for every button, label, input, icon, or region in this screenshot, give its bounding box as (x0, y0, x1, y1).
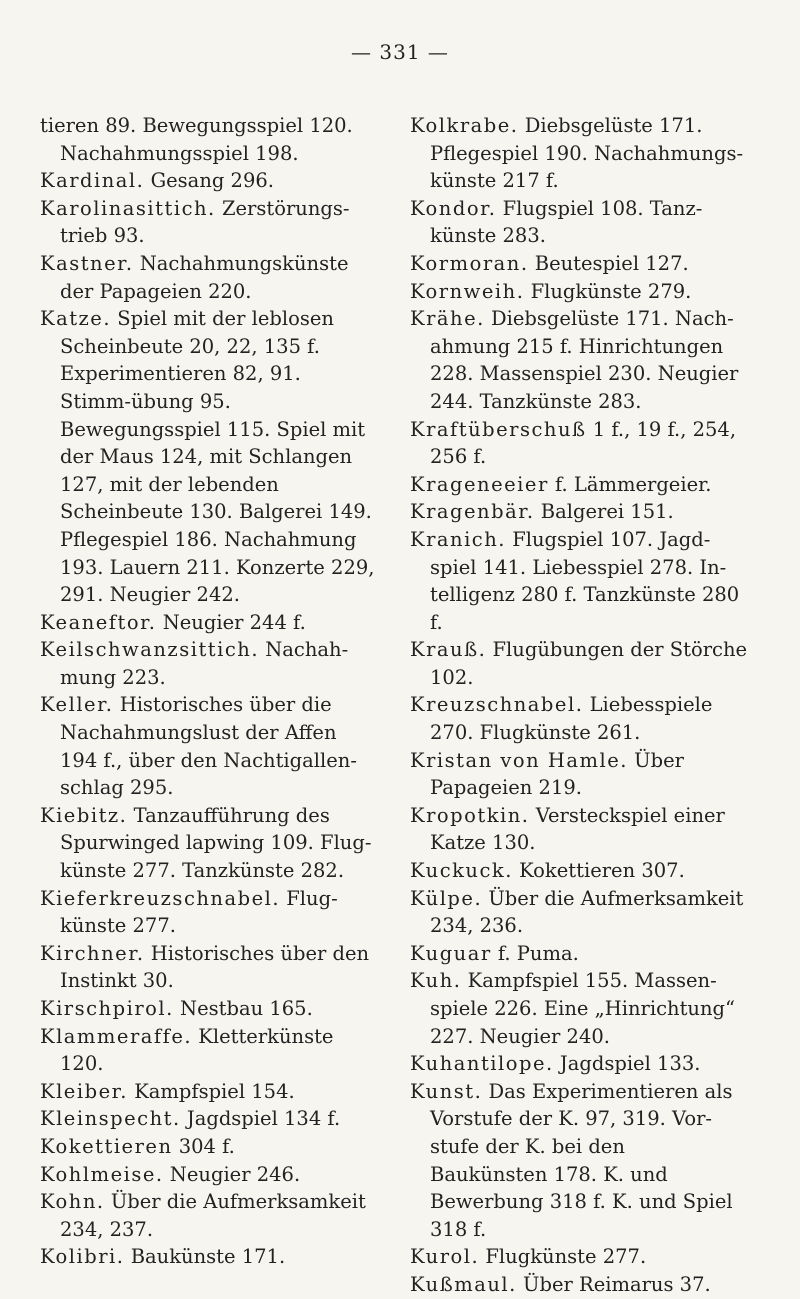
entry-headword: Kondor. (410, 196, 497, 220)
entry-references: 304 f. (178, 1134, 235, 1158)
entry-headword: Kornweih. (410, 279, 525, 303)
entry-headword: Klammeraffe. (40, 1024, 193, 1048)
entry-references: Balgerei 151. (540, 500, 674, 524)
entry-references: Kampfspiel 155. Massen-spiele 226. Eine „Hinrichtung“ 227. Neugier 240. (430, 969, 735, 1048)
index-entry (40, 1188, 378, 1243)
entry-headword: Kraftüberschuß (410, 417, 587, 441)
entry-headword: Kolibri. (40, 1245, 125, 1269)
entry-headword: Kohn. (40, 1190, 105, 1214)
entry-headword: Kunst. (410, 1079, 483, 1103)
entry-references: Beutespiel 127. (534, 251, 689, 275)
entry-references: Gesang 296. (150, 169, 274, 193)
index-entry (410, 471, 748, 499)
index-entry (410, 802, 748, 857)
entry-references: Flugspiel 107. Jagd-spiel 141. Liebesspiel 278. In-telligenz 280 f. Tanzkünste 280 f. (430, 527, 740, 634)
index-entry (410, 691, 748, 746)
entry-references: Historisches über den Instinkt 30. (60, 941, 370, 993)
entry-references: Flugspiel 108. Tanz-künste 283. (430, 196, 703, 248)
entry-headword: Katze. (40, 307, 112, 331)
index-entry (40, 802, 378, 885)
index-entry (410, 526, 748, 636)
entry-references: f. Puma. (497, 941, 579, 965)
index-entry (40, 167, 378, 195)
entry-references: Das Experimentieren als Vorstufe der K. 97, 319. Vor-stufe der K. bei den Baukünsten 178. K. und Bewerbung 318 f. K. und Spiel 318 f. (430, 1079, 733, 1241)
entry-headword: Kormoran. (410, 251, 529, 275)
entry-headword: Krähe. (410, 307, 485, 331)
entry-headword: Kuh. (410, 969, 462, 993)
index-entry (40, 1133, 378, 1161)
entry-references: Flug-künste 277. (60, 886, 338, 938)
index-entry (410, 747, 748, 802)
entry-references: Flugkünste 279. (530, 279, 692, 303)
entry-references: Tanzaufführung des Spurwinged lapwing 109. Flug-künste 277. Tanzkünste 282. (60, 803, 372, 883)
entry-headword: Keller. (40, 693, 114, 717)
index-entry (410, 636, 748, 691)
page-number: — 331 — (351, 40, 449, 64)
entry-headword: Kirschpirol. (40, 997, 174, 1020)
entry-headword: Kleiber. (40, 1079, 128, 1103)
entry-references: Jagdspiel 134 f. (186, 1107, 341, 1131)
entry-references: Kokettieren 307. (519, 859, 685, 883)
entry-references: Historisches über die Nachahmungslust der Affen 194 f., über den Nachtigallen-schlag 295. (60, 693, 357, 800)
entry-headword: Kurol. (410, 1245, 480, 1269)
entry-headword: Kreuzschnabel. (410, 693, 584, 717)
index-entry (40, 112, 378, 167)
index-entry (410, 498, 748, 526)
index-entry (410, 1243, 748, 1271)
entry-headword: Krauß. (410, 638, 487, 662)
entry-headword: Kranich. (410, 527, 506, 551)
entry-headword: Kristan von Hamle. (410, 748, 628, 772)
entry-references: Liebesspiele 270. Flugkünste 261. (430, 693, 713, 745)
entry-references: Über Reimarus 37. (523, 1272, 711, 1296)
index-entry (40, 691, 378, 801)
entry-references: Nestbau 165. (180, 997, 313, 1020)
index-entry (410, 1050, 748, 1078)
entry-references: 1 f., 19 f., 254, 256 f. (430, 417, 737, 469)
index-entry (40, 1023, 378, 1078)
entry-headword: Keilschwanzsittich. (40, 638, 260, 662)
index-entry (410, 885, 748, 940)
entry-headword: Keaneftor. (40, 610, 157, 634)
index-entry (410, 967, 748, 1050)
index-entry (410, 1271, 748, 1299)
index-entry (40, 1105, 378, 1133)
entry-headword: Kokettieren (40, 1134, 173, 1158)
index-entry (40, 636, 378, 691)
index-entry (40, 885, 378, 940)
entry-headword: Kleinspecht. (40, 1107, 181, 1131)
index-column-left (40, 112, 378, 1271)
entry-headword: Kußmaul. (410, 1272, 517, 1296)
index-entry (40, 1243, 378, 1271)
entry-references: Versteckspiel einer Katze 130. (430, 803, 725, 855)
index-entry (410, 940, 748, 968)
entry-headword: Kuhantilope. (410, 1052, 554, 1076)
entry-references: Neugier 244 f. (162, 610, 306, 634)
index-entry (40, 995, 378, 1023)
entry-references: Nachah-mung 223. (60, 638, 349, 689)
entry-references: f. Lämmergeier. (554, 472, 712, 496)
index-entry (40, 1161, 378, 1189)
index-entry (40, 305, 378, 609)
entry-headword: Kropotkin. (410, 803, 530, 827)
index-entry (410, 195, 748, 250)
index-column-right (410, 112, 748, 1299)
entry-references: Nachahmungskünste der Papageien 220. (60, 251, 349, 303)
entry-references: Flugübungen der Störche 102. (430, 638, 748, 689)
entry-headword: Kuckuck. (410, 859, 513, 883)
entry-headword: Kiebitz. (40, 803, 128, 827)
index-entry (40, 250, 378, 305)
entry-references: Flugkünste 277. (485, 1245, 647, 1269)
entry-headword: Karolinasittich. (40, 196, 216, 220)
index-entry (40, 609, 378, 637)
entry-headword: Kardinal. (40, 169, 145, 193)
entry-headword: Kolkrabe. (410, 114, 519, 137)
entry-headword: Krageneeier (410, 472, 549, 496)
entry-headword: Kohlmeise. (40, 1162, 164, 1186)
entry-references: Zerstörungs-trieb 93. (60, 196, 350, 248)
entry-references: Kampfspiel 154. (134, 1079, 295, 1103)
entry-headword: Kragenbär. (410, 500, 535, 524)
entry-references: Spiel mit der leblosen Scheinbeute 20, 22, 135 f. Experimentieren 82, 91. Stimm-übung 95. Bewegungsspiel 115. Spiel mit der Maus 124, mit Schlangen 127, mit der lebenden Scheinbeute 130. Balgerei 149. Pflegespiel 186. Nachahmung 193. Lauern 211. Konzerte 229, 291. Neugier 242. (60, 307, 375, 607)
entry-headword: Kastner. (40, 251, 134, 275)
index-entry (410, 250, 748, 278)
index-entry (40, 1078, 378, 1106)
entry-references: Über die Aufmerksamkeit 234, 237. (60, 1190, 366, 1241)
entry-references: Über Papageien 219. (430, 748, 684, 800)
index-entry (40, 940, 378, 995)
entry-references: Über die Aufmerksamkeit 234, 236. (430, 886, 744, 938)
entry-headword: Kirchner. (40, 941, 145, 965)
entry-references: Baukünste 171. (130, 1245, 286, 1269)
index-entry (410, 112, 748, 195)
index-entry (410, 416, 748, 471)
entry-headword: Kieferkreuzschnabel. (40, 886, 281, 910)
index-entry (410, 1078, 748, 1244)
entry-headword: Külpe. (410, 886, 483, 910)
entry-references: Diebsgelüste 171. Pflegespiel 190. Nachahmungs-künste 217 f. (430, 114, 744, 193)
index-entry (40, 195, 378, 250)
entry-references: Kletterkünste 120. (60, 1024, 334, 1076)
index-entry (410, 857, 748, 885)
index-entry (410, 278, 748, 306)
entry-references: Diebsgelüste 171. Nach-ahmung 215 f. Hinrichtungen 228. Massenspiel 230. Neugier 244. Tanzkünste 283. (430, 307, 739, 413)
entry-headword: Kuguar (410, 941, 492, 965)
entry-references: Jagdspiel 133. (559, 1052, 701, 1076)
entry-references: tieren 89. Bewegungsspiel 120. Nachahmungsspiel 198. (40, 114, 353, 165)
index-entry (410, 305, 748, 415)
entry-references: Neugier 246. (169, 1162, 301, 1186)
